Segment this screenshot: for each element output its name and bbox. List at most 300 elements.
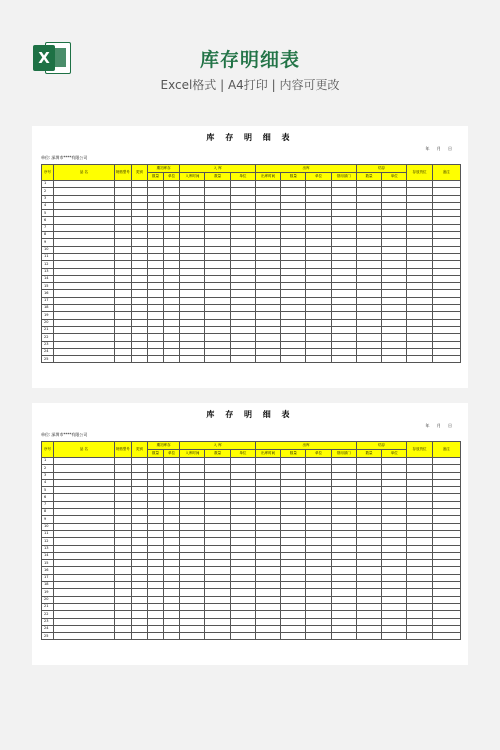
- table-cell: [131, 326, 147, 333]
- table-cell: [131, 253, 147, 260]
- table-cell: [205, 334, 230, 341]
- table-cell: [147, 232, 163, 239]
- col-in-unit: 单位: [230, 450, 255, 458]
- table-cell: [407, 319, 432, 326]
- table-cell: [230, 574, 255, 581]
- table-header-row: [42, 165, 461, 173]
- table-cell: [54, 465, 115, 472]
- table-cell: [306, 188, 331, 195]
- table-cell: [205, 538, 230, 545]
- table-cell: [306, 305, 331, 312]
- inventory-table: [41, 164, 461, 363]
- table-cell: [331, 516, 356, 523]
- table-cell: [382, 523, 407, 530]
- table-cell: [114, 465, 131, 472]
- table-cell: [306, 253, 331, 260]
- table-cell: [281, 341, 306, 348]
- col-out-qty: 数量: [281, 450, 306, 458]
- table-cell: [382, 334, 407, 341]
- table-row: [42, 458, 461, 465]
- table-cell: [382, 195, 407, 202]
- table-cell: [432, 560, 460, 567]
- table-row: [42, 348, 461, 355]
- table-cell: [432, 326, 460, 333]
- table-cell: [114, 210, 131, 217]
- table-cell: [407, 356, 432, 363]
- table-cell: [331, 487, 356, 494]
- col-category: 类别: [131, 165, 147, 181]
- table-cell: [306, 582, 331, 589]
- table-cell: [230, 589, 255, 596]
- table-cell: [407, 224, 432, 231]
- table-cell: [306, 545, 331, 552]
- table-cell: [281, 458, 306, 465]
- table-cell: [255, 458, 280, 465]
- table-cell: [54, 195, 115, 202]
- row-number: 20: [42, 319, 54, 326]
- table-cell: [205, 356, 230, 363]
- table-cell: [407, 479, 432, 486]
- table-cell: [281, 181, 306, 188]
- table-cell: [147, 582, 163, 589]
- table-cell: [382, 487, 407, 494]
- table-cell: [432, 596, 460, 603]
- table-cell: [54, 625, 115, 632]
- table-cell: [205, 290, 230, 297]
- table-cell: [281, 611, 306, 618]
- table-cell: [54, 494, 115, 501]
- table-cell: [356, 538, 381, 545]
- table-cell: [164, 312, 180, 319]
- table-cell: [114, 312, 131, 319]
- row-number: 24: [42, 348, 54, 355]
- table-cell: [54, 305, 115, 312]
- table-cell: [164, 538, 180, 545]
- table-cell: [281, 625, 306, 632]
- table-cell: [180, 305, 205, 312]
- table-cell: [230, 487, 255, 494]
- table-cell: [164, 611, 180, 618]
- table-cell: [382, 530, 407, 537]
- table-cell: [432, 261, 460, 268]
- table-cell: [356, 530, 381, 537]
- table-cell: [331, 312, 356, 319]
- table-cell: [331, 239, 356, 246]
- table-cell: [180, 538, 205, 545]
- table-cell: [407, 494, 432, 501]
- table-cell: [382, 582, 407, 589]
- row-number: 12: [42, 261, 54, 268]
- table-cell: [230, 312, 255, 319]
- table-cell: [331, 232, 356, 239]
- table-cell: [255, 239, 280, 246]
- table-cell: [331, 341, 356, 348]
- table-cell: [432, 494, 460, 501]
- table-cell: [164, 268, 180, 275]
- table-cell: [205, 232, 230, 239]
- table-cell: [164, 479, 180, 486]
- table-cell: [180, 560, 205, 567]
- table-cell: [147, 202, 163, 209]
- table-cell: [230, 275, 255, 282]
- table-cell: [54, 487, 115, 494]
- table-cell: [230, 545, 255, 552]
- col-out-qty: 数量: [281, 173, 306, 181]
- table-cell: [306, 341, 331, 348]
- table-cell: [164, 319, 180, 326]
- table-cell: [147, 210, 163, 217]
- table-cell: [432, 487, 460, 494]
- table-cell: [147, 181, 163, 188]
- table-cell: [407, 560, 432, 567]
- table-cell: [306, 195, 331, 202]
- table-cell: [147, 356, 163, 363]
- table-cell: [281, 334, 306, 341]
- table-cell: [432, 633, 460, 640]
- col-opening-qty: 数量: [147, 173, 163, 181]
- table-cell: [255, 611, 280, 618]
- table-row: [42, 611, 461, 618]
- table-cell: [180, 596, 205, 603]
- unit-value: 深圳市****有限公司: [51, 432, 88, 437]
- table-cell: [205, 530, 230, 537]
- table-cell: [205, 210, 230, 217]
- table-cell: [432, 523, 460, 530]
- table-cell: [255, 297, 280, 304]
- table-cell: [281, 290, 306, 297]
- table-cell: [54, 261, 115, 268]
- unit-label: 单位:: [41, 155, 51, 160]
- table-cell: [255, 319, 280, 326]
- sheet-date: 年 月 日: [425, 423, 452, 428]
- table-cell: [147, 589, 163, 596]
- table-cell: [180, 283, 205, 290]
- table-cell: [382, 552, 407, 559]
- col-out-dept: 领用部门: [331, 173, 356, 181]
- table-cell: [180, 253, 205, 260]
- table-cell: [432, 341, 460, 348]
- table-cell: [230, 560, 255, 567]
- table-cell: [131, 319, 147, 326]
- table-cell: [54, 472, 115, 479]
- table-cell: [331, 319, 356, 326]
- col-opening: 期初库存: [147, 165, 179, 173]
- table-row: [42, 523, 461, 530]
- table-cell: [230, 633, 255, 640]
- table-row: [42, 479, 461, 486]
- table-cell: [281, 494, 306, 501]
- table-cell: [205, 501, 230, 508]
- table-cell: [281, 253, 306, 260]
- table-cell: [407, 596, 432, 603]
- table-cell: [281, 246, 306, 253]
- table-cell: [164, 239, 180, 246]
- table-cell: [131, 458, 147, 465]
- table-cell: [164, 567, 180, 574]
- table-cell: [331, 334, 356, 341]
- table-cell: [230, 181, 255, 188]
- table-cell: [255, 341, 280, 348]
- table-cell: [306, 538, 331, 545]
- row-number: 17: [42, 574, 54, 581]
- table-cell: [180, 633, 205, 640]
- col-in-qty: 数量: [205, 450, 230, 458]
- table-row: [42, 582, 461, 589]
- table-row: [42, 552, 461, 559]
- table-cell: [180, 290, 205, 297]
- col-closing-unit: 单位: [382, 450, 407, 458]
- table-cell: [131, 611, 147, 618]
- row-number: 7: [42, 501, 54, 508]
- table-cell: [114, 618, 131, 625]
- table-cell: [432, 334, 460, 341]
- table-cell: [306, 261, 331, 268]
- table-cell: [230, 479, 255, 486]
- table-cell: [205, 326, 230, 333]
- table-cell: [306, 516, 331, 523]
- col-opening-unit: 单位: [164, 173, 180, 181]
- table-cell: [356, 552, 381, 559]
- table-cell: [54, 552, 115, 559]
- table-cell: [114, 261, 131, 268]
- table-cell: [230, 530, 255, 537]
- col-spec: 规格型号: [114, 442, 131, 458]
- table-row: [42, 305, 461, 312]
- table-cell: [164, 523, 180, 530]
- table-cell: [306, 567, 331, 574]
- row-number: 5: [42, 487, 54, 494]
- table-cell: [131, 297, 147, 304]
- table-cell: [230, 326, 255, 333]
- table-cell: [180, 188, 205, 195]
- table-cell: [114, 574, 131, 581]
- table-cell: [407, 589, 432, 596]
- col-in-qty: 数量: [205, 173, 230, 181]
- table-cell: [180, 465, 205, 472]
- table-cell: [205, 275, 230, 282]
- table-cell: [281, 188, 306, 195]
- row-number: 24: [42, 625, 54, 632]
- table-cell: [382, 472, 407, 479]
- col-out-time: 出库时间: [255, 450, 280, 458]
- table-cell: [331, 582, 356, 589]
- table-cell: [114, 523, 131, 530]
- table-cell: [407, 538, 432, 545]
- table-cell: [164, 334, 180, 341]
- table-cell: [180, 319, 205, 326]
- table-cell: [205, 509, 230, 516]
- table-cell: [180, 603, 205, 610]
- table-cell: [407, 261, 432, 268]
- table-cell: [131, 618, 147, 625]
- table-cell: [407, 312, 432, 319]
- table-row: [42, 603, 461, 610]
- table-row: [42, 224, 461, 231]
- table-cell: [331, 465, 356, 472]
- table-row: [42, 530, 461, 537]
- table-cell: [255, 210, 280, 217]
- table-cell: [356, 334, 381, 341]
- row-number: 13: [42, 545, 54, 552]
- table-cell: [432, 603, 460, 610]
- table-cell: [114, 283, 131, 290]
- table-cell: [114, 268, 131, 275]
- table-cell: [131, 224, 147, 231]
- table-cell: [205, 202, 230, 209]
- table-cell: [432, 530, 460, 537]
- col-inbound: 入 库: [180, 442, 256, 450]
- col-out-unit: 单位: [306, 450, 331, 458]
- table-cell: [114, 596, 131, 603]
- table-cell: [147, 305, 163, 312]
- table-cell: [147, 530, 163, 537]
- table-cell: [432, 195, 460, 202]
- table-cell: [230, 603, 255, 610]
- table-cell: [255, 275, 280, 282]
- table-cell: [114, 290, 131, 297]
- table-cell: [331, 479, 356, 486]
- table-cell: [180, 195, 205, 202]
- table-cell: [306, 326, 331, 333]
- table-cell: [382, 603, 407, 610]
- table-cell: [147, 625, 163, 632]
- table-cell: [205, 268, 230, 275]
- table-cell: [331, 574, 356, 581]
- table-cell: [164, 589, 180, 596]
- table-cell: [407, 297, 432, 304]
- table-cell: [180, 181, 205, 188]
- table-cell: [180, 530, 205, 537]
- table-cell: [255, 589, 280, 596]
- table-cell: [255, 618, 280, 625]
- table-cell: [432, 210, 460, 217]
- table-cell: [356, 246, 381, 253]
- row-number: 3: [42, 195, 54, 202]
- table-cell: [331, 538, 356, 545]
- table-cell: [356, 202, 381, 209]
- table-cell: [356, 472, 381, 479]
- table-cell: [205, 305, 230, 312]
- table-cell: [382, 596, 407, 603]
- table-cell: [164, 275, 180, 282]
- table-cell: [230, 509, 255, 516]
- table-cell: [164, 202, 180, 209]
- table-cell: [255, 348, 280, 355]
- table-cell: [147, 552, 163, 559]
- table-cell: [306, 589, 331, 596]
- row-number: 16: [42, 567, 54, 574]
- table-cell: [164, 494, 180, 501]
- table-cell: [356, 181, 381, 188]
- table-row: [42, 232, 461, 239]
- table-cell: [147, 618, 163, 625]
- table-cell: [331, 589, 356, 596]
- col-closing: 结存: [356, 442, 406, 450]
- table-cell: [131, 479, 147, 486]
- table-cell: [205, 283, 230, 290]
- table-cell: [205, 567, 230, 574]
- row-number: 23: [42, 341, 54, 348]
- table-cell: [407, 210, 432, 217]
- table-cell: [147, 494, 163, 501]
- table-cell: [205, 341, 230, 348]
- table-cell: [180, 261, 205, 268]
- table-cell: [205, 472, 230, 479]
- table-cell: [382, 224, 407, 231]
- table-cell: [407, 582, 432, 589]
- table-cell: [281, 239, 306, 246]
- table-cell: [281, 195, 306, 202]
- table-row: [42, 319, 461, 326]
- table-cell: [281, 574, 306, 581]
- table-cell: [230, 356, 255, 363]
- table-cell: [230, 516, 255, 523]
- table-row: [42, 625, 461, 632]
- table-cell: [407, 618, 432, 625]
- table-cell: [147, 195, 163, 202]
- table-cell: [331, 195, 356, 202]
- table-cell: [281, 356, 306, 363]
- table-cell: [147, 633, 163, 640]
- page-header: [0, 0, 500, 118]
- table-row: [42, 472, 461, 479]
- table-cell: [54, 275, 115, 282]
- row-number: 22: [42, 334, 54, 341]
- table-cell: [306, 487, 331, 494]
- table-row: [42, 487, 461, 494]
- table-cell: [180, 268, 205, 275]
- table-cell: [180, 275, 205, 282]
- table-cell: [114, 545, 131, 552]
- table-cell: [407, 523, 432, 530]
- table-cell: [164, 217, 180, 224]
- table-cell: [356, 341, 381, 348]
- table-cell: [180, 246, 205, 253]
- table-cell: [407, 275, 432, 282]
- table-cell: [147, 545, 163, 552]
- table-cell: [432, 479, 460, 486]
- table-cell: [131, 341, 147, 348]
- table-cell: [356, 261, 381, 268]
- col-out-time: 出库时间: [255, 173, 280, 181]
- table-cell: [281, 618, 306, 625]
- table-cell: [382, 341, 407, 348]
- table-cell: [164, 625, 180, 632]
- table-cell: [230, 224, 255, 231]
- row-number: 21: [42, 603, 54, 610]
- table-cell: [432, 458, 460, 465]
- table-cell: [147, 458, 163, 465]
- table-cell: [147, 348, 163, 355]
- table-cell: [131, 334, 147, 341]
- table-cell: [432, 472, 460, 479]
- row-number: 7: [42, 224, 54, 231]
- table-cell: [331, 290, 356, 297]
- table-cell: [180, 494, 205, 501]
- table-cell: [255, 538, 280, 545]
- table-cell: [180, 326, 205, 333]
- table-cell: [164, 261, 180, 268]
- table-cell: [306, 348, 331, 355]
- table-cell: [114, 494, 131, 501]
- table-cell: [331, 268, 356, 275]
- table-row: [42, 356, 461, 363]
- table-cell: [331, 305, 356, 312]
- table-cell: [147, 487, 163, 494]
- row-number: 14: [42, 552, 54, 559]
- table-cell: [131, 239, 147, 246]
- table-cell: [281, 261, 306, 268]
